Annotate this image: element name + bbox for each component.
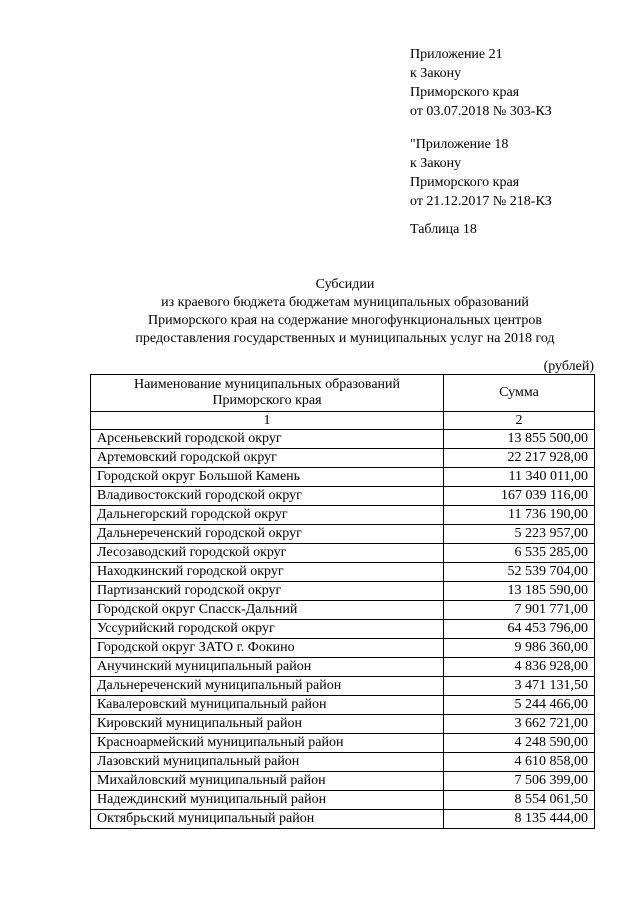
row-municipality: Кировский муниципальный район <box>91 715 444 734</box>
row-amount: 64 453 796,00 <box>444 620 595 639</box>
table-body <box>91 430 595 829</box>
row-amount: 22 217 928,00 <box>444 449 595 468</box>
table-row <box>91 544 595 563</box>
table-row <box>91 639 595 658</box>
row-amount: 13 855 500,00 <box>444 430 595 449</box>
table-row <box>91 791 595 810</box>
row-municipality: Анучинский муниципальный район <box>91 658 444 677</box>
annex-previous-block <box>410 135 630 211</box>
row-municipality: Владивостокский городской округ <box>91 487 444 506</box>
row-amount: 7 901 771,00 <box>444 601 595 620</box>
row-amount: 3 471 131,50 <box>444 677 595 696</box>
row-municipality: Кавалеровский муниципальный район <box>91 696 444 715</box>
row-municipality: Партизанский городской округ <box>91 582 444 601</box>
row-municipality: Лазовский муниципальный район <box>91 753 444 772</box>
row-amount: 4 836 928,00 <box>444 658 595 677</box>
row-municipality: Дальнереченский муниципальный район <box>91 677 444 696</box>
annex-previous-law: к Закону <box>410 156 462 171</box>
row-amount: 4 610 858,00 <box>444 753 595 772</box>
row-amount: 9 986 360,00 <box>444 639 595 658</box>
annex-current-block <box>410 45 630 121</box>
document-heading <box>90 276 600 348</box>
row-municipality: Лесозаводский городской округ <box>91 544 444 563</box>
annex-current-date: от 03.07.2018 № 303-КЗ <box>410 104 552 119</box>
heading-line-2: из краевого бюджета бюджетам муниципальных образований <box>161 295 529 310</box>
table-row <box>91 715 595 734</box>
row-amount: 7 506 399,00 <box>444 772 595 791</box>
annex-previous-region: Приморского края <box>410 175 520 190</box>
subsidies-table <box>90 374 595 829</box>
table-row <box>91 772 595 791</box>
row-municipality: Уссурийский городской округ <box>91 620 444 639</box>
table-row <box>91 563 595 582</box>
table-row <box>91 487 595 506</box>
row-municipality: Дальнегорский городской округ <box>91 506 444 525</box>
heading-line-4: предоставления государственных и муниципальных услуг на 2018 год <box>135 331 555 346</box>
heading-title: Субсидии <box>315 277 375 292</box>
row-amount: 167 039 116,00 <box>444 487 595 506</box>
row-municipality: Находкинский городской округ <box>91 563 444 582</box>
table-row <box>91 753 595 772</box>
table-label: Таблица 18 <box>410 222 477 237</box>
table-row <box>91 506 595 525</box>
row-municipality: Городской округ Большой Камень <box>91 468 444 487</box>
row-amount: 11 340 011,00 <box>444 468 595 487</box>
header-amount: Сумма <box>444 375 595 412</box>
table-row <box>91 677 595 696</box>
row-amount: 5 244 466,00 <box>444 696 595 715</box>
table-row <box>91 582 595 601</box>
row-municipality: Надеждинский муниципальный район <box>91 791 444 810</box>
table-row <box>91 696 595 715</box>
header-municipality: Наименование муниципальных образований Приморского края <box>91 375 444 412</box>
annex-previous-date: от 21.12.2017 № 218-КЗ <box>410 194 552 209</box>
column-number-1: 1 <box>91 412 444 430</box>
row-municipality: Городской округ ЗАТО г. Фокино <box>91 639 444 658</box>
column-number-2: 2 <box>444 412 595 430</box>
row-amount: 13 185 590,00 <box>444 582 595 601</box>
row-amount: 52 539 704,00 <box>444 563 595 582</box>
row-amount: 5 223 957,00 <box>444 525 595 544</box>
table-row <box>91 449 595 468</box>
row-municipality: Артемовский городской округ <box>91 449 444 468</box>
row-amount: 4 248 590,00 <box>444 734 595 753</box>
annex-previous-title: "Приложение 18 <box>410 137 509 152</box>
row-municipality: Михайловский муниципальный район <box>91 772 444 791</box>
row-amount: 8 135 444,00 <box>444 810 595 829</box>
row-municipality: Арсеньевский городской округ <box>91 430 444 449</box>
unit-label: (рублей) <box>543 359 594 374</box>
table-row <box>91 810 595 829</box>
row-municipality: Дальнереченский городской округ <box>91 525 444 544</box>
annex-current-law: к Закону <box>410 66 462 81</box>
row-amount: 11 736 190,00 <box>444 506 595 525</box>
table-row <box>91 620 595 639</box>
row-municipality: Октябрьский муниципальный район <box>91 810 444 829</box>
annex-current-region: Приморского края <box>410 85 520 100</box>
heading-line-3: Приморского края на содержание многофункциональных центров <box>148 313 542 328</box>
table-row <box>91 468 595 487</box>
column-number-row <box>91 412 595 430</box>
table-row <box>91 658 595 677</box>
table-row <box>91 734 595 753</box>
row-amount: 3 662 721,00 <box>444 715 595 734</box>
table-row <box>91 601 595 620</box>
row-amount: 6 535 285,00 <box>444 544 595 563</box>
table-header-row <box>91 375 595 412</box>
table-row <box>91 525 595 544</box>
row-municipality: Городской округ Спасск-Дальний <box>91 601 444 620</box>
row-amount: 8 554 061,50 <box>444 791 595 810</box>
annex-current-title: Приложение 21 <box>410 47 503 62</box>
row-municipality: Красноармейский муниципальный район <box>91 734 444 753</box>
table-row <box>91 430 595 449</box>
